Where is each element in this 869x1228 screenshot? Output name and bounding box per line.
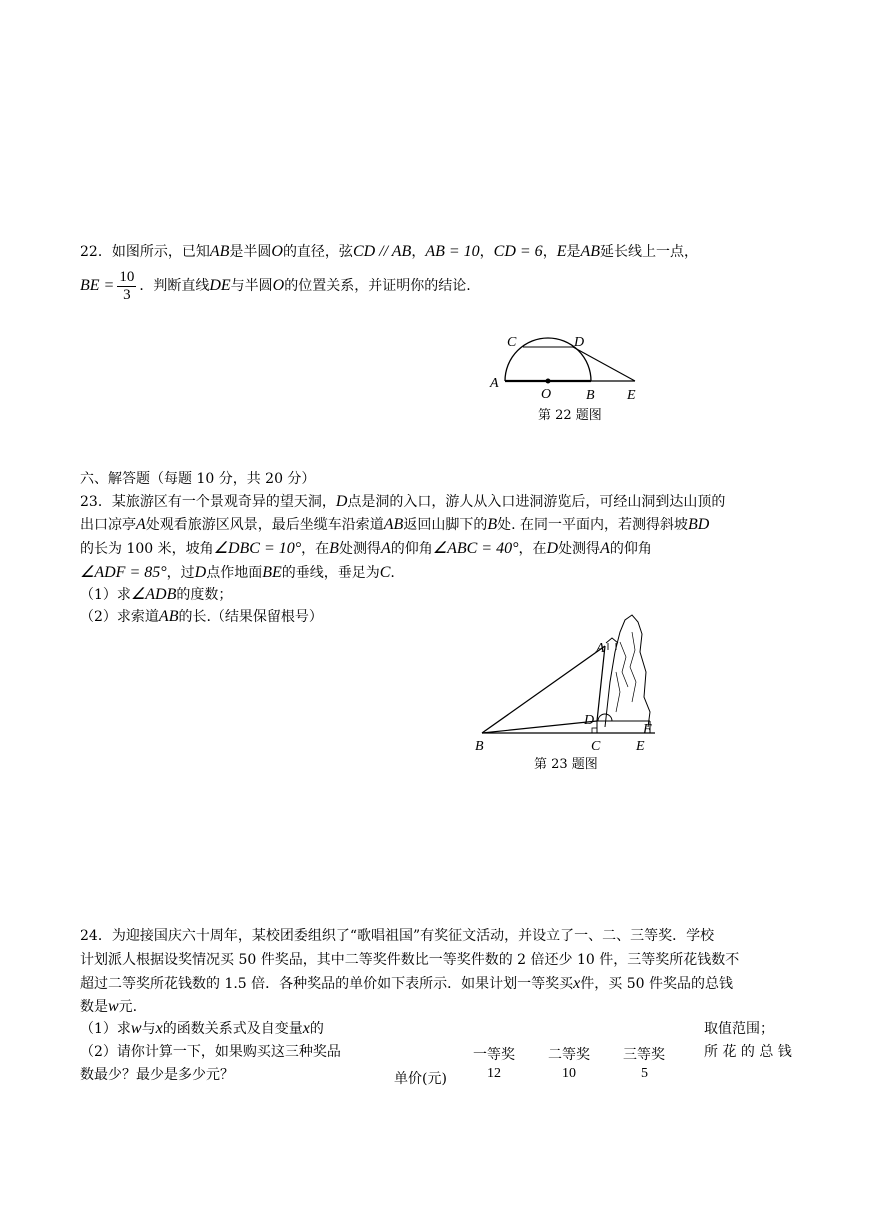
table-header-2: 二等奖 — [548, 1047, 590, 1063]
q24-line-1: 24．为迎接国庆六十周年，某校团委组织了“歌唱祖国”有奖征文活动，并设立了一、二、三等奖．学校 — [80, 928, 715, 944]
table-header-3: 三等奖 — [623, 1047, 665, 1063]
var: B — [487, 516, 498, 533]
mountain-texture — [616, 632, 636, 712]
text: 件，买 50 件奖品的总钱 — [580, 976, 733, 992]
var: AB — [383, 516, 404, 533]
text: ， — [479, 244, 494, 260]
text: 的 — [309, 1021, 324, 1037]
text: 23．某旅游区有一个景观奇异的望天洞， — [80, 494, 336, 510]
q23-figure — [470, 612, 670, 757]
label-b: B — [475, 739, 484, 754]
q22-line-1 — [80, 241, 698, 263]
var: x — [573, 975, 581, 992]
table-value-1: 12 — [487, 1066, 501, 1081]
label-o: O — [541, 387, 552, 402]
var: w — [108, 998, 119, 1015]
q23-line-2 — [80, 514, 709, 536]
var: BD — [688, 516, 710, 533]
q24-sub-1-right: 取值范围； — [704, 1021, 774, 1037]
text: 元. — [118, 999, 138, 1015]
text: 的垂线，垂足为 — [281, 565, 380, 581]
var: C — [379, 564, 391, 581]
q24-sub-2-right: 所 花 的 总 钱 — [704, 1044, 792, 1060]
text: 处测得 — [338, 541, 381, 557]
fraction — [117, 269, 136, 304]
var: x — [155, 1020, 163, 1037]
q24-sub-2: （2）请你计算一下，如果购买这三种奖品 — [80, 1044, 341, 1060]
section-heading: 六、解答题（每题 10 分，共 20 分） — [80, 471, 316, 487]
text: 处. 在同一平面内，若测得斜坡 — [497, 517, 689, 533]
line-da — [597, 646, 605, 721]
var: D — [335, 493, 348, 510]
var: O — [272, 277, 285, 294]
text: ，在 — [518, 541, 547, 557]
table-value-2: 10 — [562, 1066, 576, 1081]
text: ．判断直线 — [139, 278, 210, 294]
q24-line-4 — [80, 996, 137, 1018]
q22-line-2 — [80, 268, 471, 304]
label-e: E — [636, 739, 645, 754]
var: O — [271, 243, 283, 260]
label-a: A — [490, 376, 499, 391]
line-bd — [482, 721, 597, 733]
text: 的长.（结果保留根号） — [178, 609, 323, 625]
var: BE — [262, 564, 282, 581]
var: w — [130, 1020, 142, 1037]
text: 的仰角 — [390, 541, 433, 557]
text: 与半圆 — [230, 278, 273, 294]
var: CD = 6 — [493, 243, 543, 260]
var: AB — [580, 243, 601, 260]
var: ∠ADF = 85° — [80, 564, 167, 581]
var: A — [380, 540, 391, 557]
var: ∠ABC = 40° — [432, 540, 519, 557]
cave-entrance — [598, 714, 612, 721]
text: 点作地面 — [206, 565, 263, 581]
mountain-outline — [605, 615, 650, 727]
line-de — [573, 347, 635, 381]
var: ∠DBC = 10° — [213, 540, 302, 557]
text: 的度数； — [176, 587, 233, 603]
text: 延长线上一点， — [600, 244, 699, 260]
text: 的函数关系式及自变量 — [162, 1021, 303, 1037]
text: ， — [411, 244, 426, 260]
q22-figure — [480, 325, 660, 405]
label-f: F — [643, 722, 652, 737]
var: BE = — [80, 277, 115, 294]
q23-line-4 — [80, 562, 395, 584]
var: AB — [209, 243, 230, 260]
text: 超过二等奖所花钱数的 1.5 倍．各种奖品的单价如下表所示．如果计划一等奖买 — [80, 976, 574, 992]
var: E — [556, 243, 567, 260]
label-d: D — [574, 335, 585, 350]
q23-line-1 — [80, 491, 725, 513]
text: 与 — [141, 1021, 156, 1037]
q24-line-3 — [80, 973, 733, 995]
center-point — [546, 379, 551, 384]
text: 的长为 100 米，坡角 — [80, 541, 214, 557]
text: 的位置关系，并证明你的结论. — [284, 278, 471, 294]
right-angle-c — [592, 728, 597, 733]
text: 的仰角 — [609, 541, 652, 557]
q23-caption: 第 23 题图 — [534, 757, 598, 772]
text: 是半圆 — [229, 244, 272, 260]
text: 处测得 — [558, 541, 601, 557]
var: DE — [209, 277, 231, 294]
q24-line-2: 计划派人根据设奖情况买 50 件奖品，其中二等奖件数比一等奖件数的 2 倍还少 10 件，三等奖所花钱数不 — [80, 952, 740, 968]
label-a: A — [596, 641, 605, 656]
var: AB = 10 — [425, 243, 480, 260]
label-d: D — [584, 713, 595, 728]
fraction-numerator: 10 — [119, 268, 135, 285]
text: （2）求索道 — [80, 609, 159, 625]
label-c: C — [507, 335, 517, 350]
var: A — [600, 540, 610, 557]
text: 的直径，弦 — [282, 244, 353, 260]
table-row-label: 单价(元) — [394, 1071, 447, 1087]
var: B — [329, 540, 339, 557]
text: （1）求 — [80, 587, 131, 603]
text: 出口凉亭 — [80, 517, 136, 533]
var: D — [546, 540, 559, 557]
text: ，在 — [301, 541, 330, 557]
q23-sub-1 — [80, 584, 232, 606]
table-value-3: 5 — [641, 1066, 648, 1081]
fraction-denominator: 3 — [123, 286, 131, 303]
text: 22．如图所示，已知 — [80, 244, 210, 260]
pavilion-icon — [606, 638, 618, 650]
label-e: E — [627, 388, 636, 403]
var: ∠ADB — [130, 586, 177, 603]
table-header-1: 一等奖 — [473, 1047, 515, 1063]
text: 点是洞的入口，游人从入口进洞游览后，可经山洞到达山顶的 — [347, 494, 726, 510]
var: A — [136, 516, 146, 533]
var: D — [194, 564, 207, 581]
q23-line-3 — [80, 538, 652, 560]
q23-sub-2 — [80, 606, 323, 628]
text: 数是 — [80, 999, 108, 1015]
label-b: B — [586, 388, 595, 403]
text: ， — [542, 244, 557, 260]
text: 是 — [566, 244, 581, 260]
var: CD // AB — [352, 243, 412, 260]
label-c: C — [591, 739, 601, 754]
var: x — [302, 1020, 310, 1037]
var: AB — [158, 608, 179, 625]
text: 返回山脚下的 — [403, 517, 488, 533]
text: ，过 — [166, 565, 195, 581]
q24-sub-1 — [80, 1018, 324, 1040]
text: （1）求 — [80, 1021, 131, 1037]
text: 处观看旅游区风景，最后坐缆车沿索道 — [145, 517, 384, 533]
q24-sub-3: 数最少？最少是多少元？ — [80, 1067, 234, 1083]
q22-caption: 第 22 题图 — [538, 408, 602, 423]
text: . — [390, 565, 395, 581]
